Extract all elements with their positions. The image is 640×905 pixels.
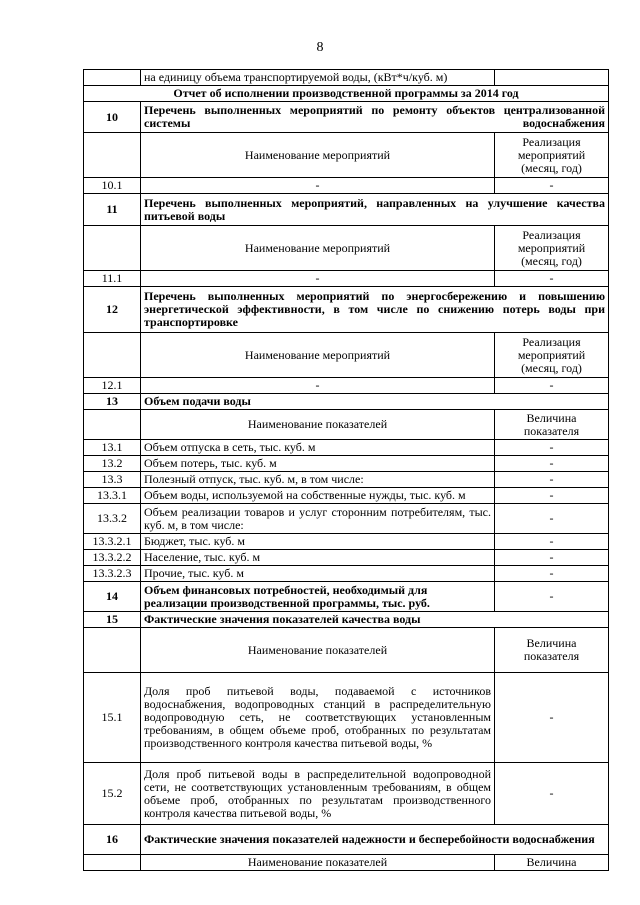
row-name: Бюджет, тыс. куб. м xyxy=(141,534,495,550)
row-value: - xyxy=(495,550,609,566)
row-number: 11.1 xyxy=(84,271,141,287)
section-row xyxy=(84,194,609,226)
row-number: 13.3.2 xyxy=(84,504,141,534)
cell-empty xyxy=(84,628,141,673)
column-header: Реализация мероприятий (месяц, год) xyxy=(495,133,609,178)
section-title: Объем подачи воды xyxy=(141,394,609,410)
row-number: 13.3.1 xyxy=(84,488,141,504)
column-header: Реализация мероприятий (месяц, год) xyxy=(495,226,609,271)
row-value: - xyxy=(495,271,609,287)
section-number: 11 xyxy=(84,194,141,226)
column-header: Величина показателя xyxy=(495,628,609,673)
row-name: Объем потерь, тыс. куб. м xyxy=(141,456,495,472)
header-row xyxy=(84,133,609,178)
report-title-row xyxy=(84,86,609,102)
table-row xyxy=(84,504,609,534)
row-name: Полезный отпуск, тыс. куб. м, в том числе: xyxy=(141,472,495,488)
cell-empty xyxy=(84,410,141,440)
page-number: 8 xyxy=(316,40,324,55)
header-row xyxy=(84,226,609,271)
cell-empty xyxy=(84,333,141,378)
row-number: 13.1 xyxy=(84,440,141,456)
column-header: Наименование мероприятий xyxy=(141,226,495,271)
row-name: - xyxy=(141,271,495,287)
header-row xyxy=(84,628,609,673)
cell-empty xyxy=(84,226,141,271)
section-number: 10 xyxy=(84,102,141,133)
column-header: Наименование показателей xyxy=(141,855,495,871)
column-header: Величина показателя xyxy=(495,410,609,440)
section-title: Перечень выполненных мероприятий, направленных на улучшение качества питьевой воды xyxy=(141,194,609,226)
row-name: - xyxy=(141,178,495,194)
row-value: - xyxy=(495,378,609,394)
cell-empty xyxy=(84,70,141,86)
table-row xyxy=(84,70,609,86)
row-value: - xyxy=(495,673,609,763)
row-number: 13.3.2.1 xyxy=(84,534,141,550)
row-name: Прочие, тыс. куб. м xyxy=(141,566,495,582)
row-number: 10.1 xyxy=(84,178,141,194)
section-row xyxy=(84,102,609,133)
row-name: - xyxy=(141,378,495,394)
table-row xyxy=(84,534,609,550)
column-header: Реализация мероприятий (месяц, год) xyxy=(495,333,609,378)
row-value: - xyxy=(495,178,609,194)
row-number: 13.3.2.2 xyxy=(84,550,141,566)
row-number: 13.3 xyxy=(84,472,141,488)
header-row xyxy=(84,333,609,378)
row-name: Доля проб питьевой воды, подаваемой с источников водоснабжения, водопроводных станций в распределительную водопроводную сеть, не соответствующих установленным требованиям, в общем объеме проб, отобранных по результатам производственного контроля качества питьевой воды, % xyxy=(141,673,495,763)
section-number: 14 xyxy=(84,582,141,612)
row-number: 13.2 xyxy=(84,456,141,472)
column-header: Наименование показателей xyxy=(141,410,495,440)
table-row xyxy=(84,456,609,472)
section-row xyxy=(84,825,609,855)
row-name: Объем отпуска в сеть, тыс. куб. м xyxy=(141,440,495,456)
section-row xyxy=(84,612,609,628)
row-value: - xyxy=(495,763,609,825)
column-header: Наименование мероприятий xyxy=(141,133,495,178)
table-row xyxy=(84,472,609,488)
row-value: - xyxy=(495,566,609,582)
row-number: 13.3.2.3 xyxy=(84,566,141,582)
table-row xyxy=(84,271,609,287)
section-number: 12 xyxy=(84,287,141,333)
section-row xyxy=(84,287,609,333)
table-row xyxy=(84,566,609,582)
section-number: 15 xyxy=(84,612,141,628)
table-row xyxy=(84,378,609,394)
section-title: Перечень выполненных мероприятий по энергосбережению и повышению энергетической эффективности, в том числе по снижению потерь воды при транспортировке xyxy=(141,287,609,333)
table-row xyxy=(84,178,609,194)
row-value: - xyxy=(495,504,609,534)
row-text: на единицу объема транспортируемой воды, (кВт*ч/куб. м) xyxy=(141,70,495,86)
row-value: - xyxy=(495,534,609,550)
row-number: 15.1 xyxy=(84,673,141,763)
cell-empty xyxy=(84,855,141,871)
row-value: - xyxy=(495,582,609,612)
section-title: Объем финансовых потребностей, необходимый для реализации производственной программы, тыс. руб. xyxy=(141,582,495,612)
section-number: 13 xyxy=(84,394,141,410)
table-row xyxy=(84,550,609,566)
header-row xyxy=(84,855,609,871)
row-value: - xyxy=(495,440,609,456)
report-title: Отчет об исполнении производственной программы за 2014 год xyxy=(84,86,609,102)
table-row xyxy=(84,673,609,763)
cell-empty xyxy=(84,133,141,178)
section-row xyxy=(84,394,609,410)
row-name: Объем реализации товаров и услуг сторонним потребителям, тыс. куб. м, в том числе: xyxy=(141,504,495,534)
row-number: 15.2 xyxy=(84,763,141,825)
program-report-table xyxy=(83,69,609,871)
row-value: - xyxy=(495,472,609,488)
row-name: Доля проб питьевой воды в распределительной водопроводной сети, не соответствующих установленным требованиям, в общем объеме проб, отобранных по результатам производственного контроля качества питьевой воды, % xyxy=(141,763,495,825)
cell-empty xyxy=(495,70,609,86)
column-header: Величина xyxy=(495,855,609,871)
row-number: 12.1 xyxy=(84,378,141,394)
header-row xyxy=(84,410,609,440)
row-value: - xyxy=(495,488,609,504)
table-row xyxy=(84,763,609,825)
row-name: Объем воды, используемой на собственные нужды, тыс. куб. м xyxy=(141,488,495,504)
section-title: Перечень выполненных мероприятий по ремонту объектов централизованной системы водоснабжения xyxy=(141,102,609,133)
section-title: Фактические значения показателей качества воды xyxy=(141,612,609,628)
section-row xyxy=(84,582,609,612)
column-header: Наименование мероприятий xyxy=(141,333,495,378)
row-name: Население, тыс. куб. м xyxy=(141,550,495,566)
section-number: 16 xyxy=(84,825,141,855)
table-row xyxy=(84,488,609,504)
column-header: Наименование показателей xyxy=(141,628,495,673)
row-value: - xyxy=(495,456,609,472)
section-title: Фактические значения показателей надежности и бесперебойности водоснабжения xyxy=(141,825,609,855)
table-row xyxy=(84,440,609,456)
